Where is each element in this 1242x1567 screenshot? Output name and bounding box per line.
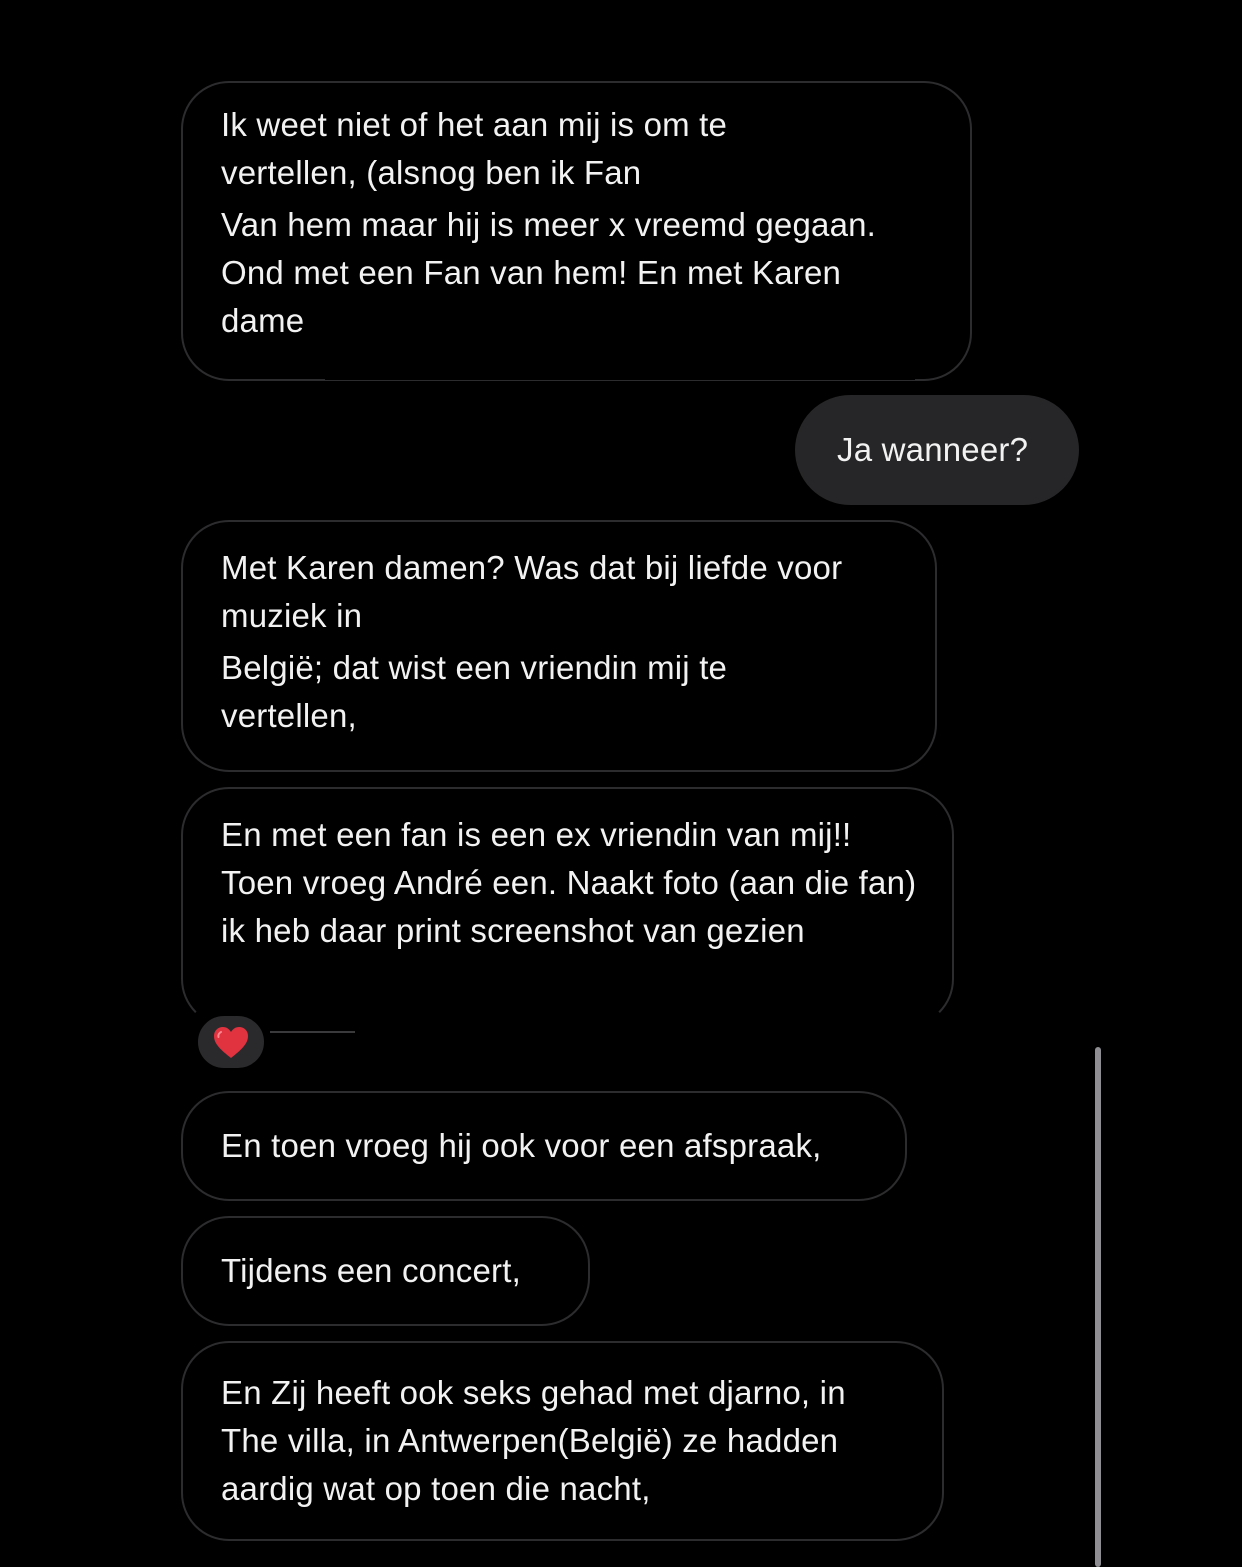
outgoing-message[interactable] [795,395,1079,505]
incoming-message[interactable] [181,520,937,772]
message-text: België; dat wist een vriendin mij te vertellen, [221,649,728,734]
message-text: Met Karen damen? Was dat bij liefde voor muziek in [221,549,843,634]
incoming-message[interactable] [181,1091,907,1201]
incoming-message[interactable] [181,787,954,1027]
divider [325,378,915,380]
divider [270,1031,355,1033]
message-text: En toen vroeg hij ook voor een afspraak, [221,1127,822,1164]
message-text: Tijdens een concert, [221,1252,521,1289]
red-heart-icon [213,1026,249,1059]
incoming-message[interactable] [181,1216,590,1326]
scrollbar[interactable] [1095,1047,1101,1567]
heart-reaction[interactable] [195,1013,267,1071]
incoming-message[interactable] [181,1341,944,1541]
message-text: Ik weet niet of het aan mij is om te vertellen, (alsnog ben ik Fan [221,106,728,191]
incoming-message[interactable] [181,81,972,381]
message-text: Van hem maar hij is meer x vreemd gegaan. Ond met een Fan van hem! En met Karen dame [221,206,877,339]
message-text: En met een fan is een ex vriendin van mij!! Toen vroeg André een. Naakt foto (aan die fan) ik heb daar print screenshot van gezien [221,816,917,949]
message-text: Ja wanneer? [837,431,1029,468]
message-text: En Zij heeft ook seks gehad met djarno, in The villa, in Antwerpen(België) ze hadden aardig wat op toen die nacht, [221,1374,846,1507]
